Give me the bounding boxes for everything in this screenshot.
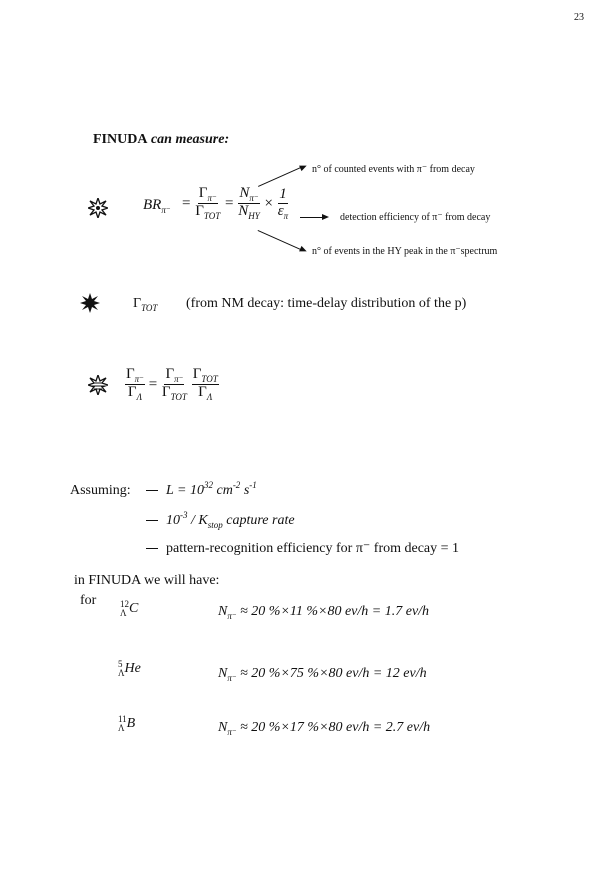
annotation-mid: detection efficiency of π⁻ from decay (340, 212, 491, 223)
arrow-mid-head (322, 214, 329, 220)
assuming-label: Assuming: (70, 483, 131, 498)
nucleus-helium: 5 Λ He (118, 659, 141, 678)
heading-italic: can measure: (150, 132, 230, 147)
annotation-bottom: n° of events in the HY peak in the π⁻spectrum (312, 246, 498, 257)
br-frac-gamma: $\frac{\Gamma_{\pi^-}}{\Gamma_{TOT}}$ (195, 185, 221, 222)
result-row-helium: $N_{\pi^-} \approx 20$ %×75 %×80 ev/h = 12 ev/h (218, 666, 427, 683)
starburst-filled-icon (80, 293, 100, 313)
starburst-hatched-icon (88, 375, 108, 395)
gamma-tot-symbol: $\Gamma_{TOT}$ (133, 296, 158, 313)
arrow-bottom-head (299, 246, 308, 254)
results-intro: in FINUDA we will have: (74, 573, 220, 588)
br-formula: = $\frac{\Gamma_{\pi^-}}{\Gamma_{TOT}}$ = $\frac{N_{\pi^-}}{N_{HY}}$ × $\frac{1}{\varepsilon_\pi}$ (182, 185, 289, 222)
br-frac-eps: $\frac{1}{\varepsilon_\pi}$ (277, 185, 289, 221)
ratio-rhs1: $\frac{\Gamma_{\pi^-}}{\Gamma_{TOT}}$ (161, 366, 187, 403)
arrow-top-head (299, 163, 308, 171)
result-row-boron: $N_{\pi^-} \approx 20$ %×17 %×80 ev/h = 2.7 ev/h (218, 720, 431, 737)
ratio-formula: $\frac{\Gamma_{\pi^-}}{\Gamma_\Lambda}$ = $\frac{\Gamma_{\pi^-}}{\Gamma_{TOT}}$ $\frac{\Gamma_{TOT}}{\Gamma_\Lambda}$ (126, 366, 218, 403)
arrow-bottom-line (258, 230, 302, 250)
assumption-luminosity: $L = 10^{32}$ $cm^{-2}$ $s^{-1}$ (146, 480, 257, 499)
ratio-lhs: $\frac{\Gamma_{\pi^-}}{\Gamma_\Lambda}$ (126, 366, 144, 403)
assumption-capture-rate: $10^{-3} / K_{stop}$ capture rate (146, 510, 295, 530)
br-lhs: $BR_{\pi^-}$ (143, 197, 171, 215)
starburst-outline-icon (88, 198, 108, 218)
nucleus-carbon: 12 Λ C (120, 599, 139, 618)
assumption-efficiency: pattern-recognition efficiency for π⁻ from decay = 1 (146, 540, 459, 557)
result-row-carbon: $N_{\pi^-} \approx 20$ %×11 %×80 ev/h = 1.7 ev/h (218, 604, 430, 621)
gamma-tot-text: (from NM decay: time-delay distribution of the p) (186, 296, 467, 311)
nucleus-boron: 11 Λ B (118, 714, 136, 733)
heading-bold: FINUDA (93, 132, 148, 147)
arrow-top-line (258, 166, 302, 186)
page-number: 23 (574, 12, 584, 23)
annotation-top: n° of counted events with π⁻ from decay (312, 164, 475, 175)
results-for: for (80, 593, 97, 608)
arrow-mid-line (300, 217, 324, 218)
heading (93, 132, 229, 148)
ratio-rhs2: $\frac{\Gamma_{TOT}}{\Gamma_\Lambda}$ (192, 366, 218, 403)
br-frac-n: $\frac{N_{\pi^-}}{N_{HY}}$ (238, 185, 260, 222)
